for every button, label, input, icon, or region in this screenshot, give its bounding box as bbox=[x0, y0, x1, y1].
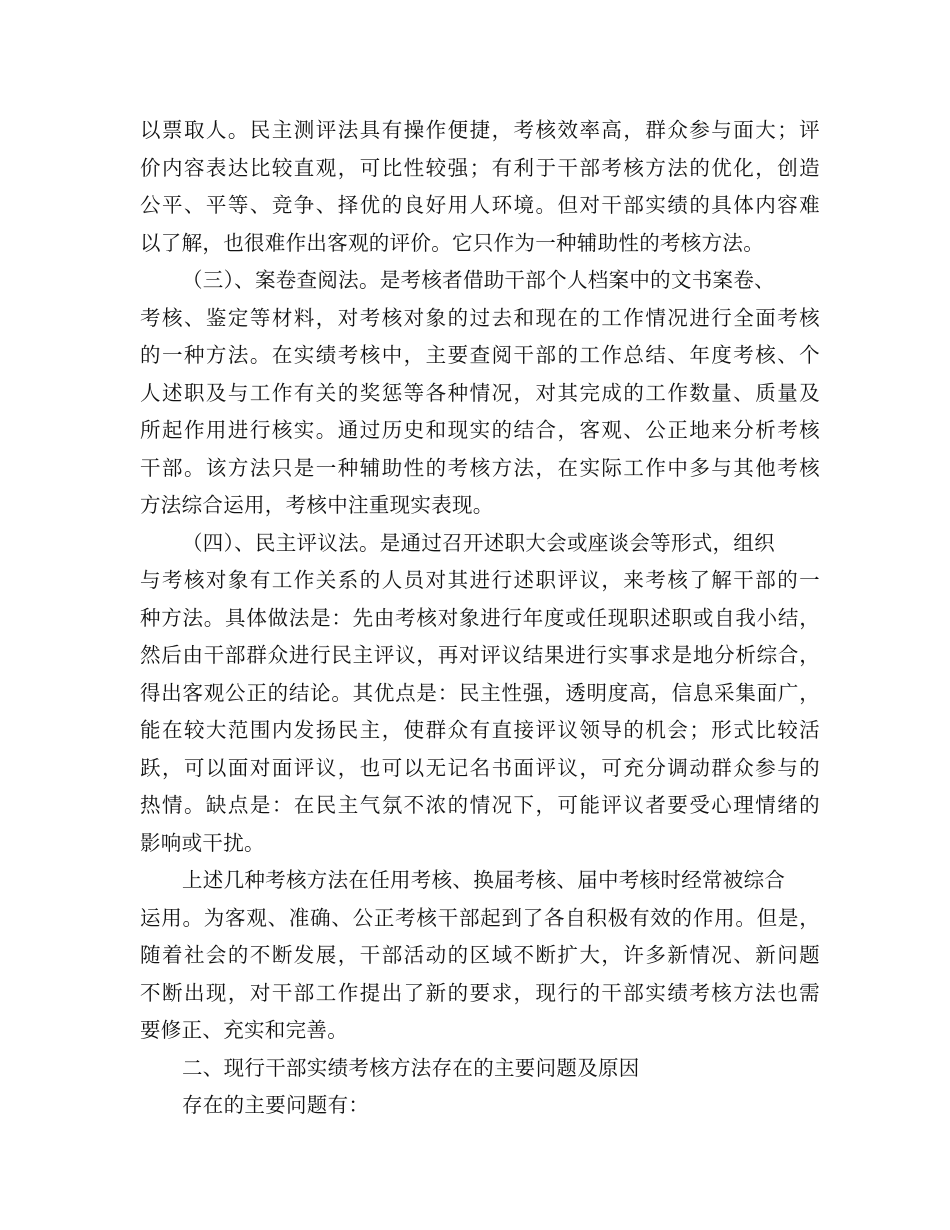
text-line: 以票取人。民主测评法具有操作便捷，考核效率高，群众参与面大；评 bbox=[140, 118, 820, 142]
paragraph-summary bbox=[140, 862, 820, 1050]
paragraph-file-review-method bbox=[140, 262, 820, 525]
text-line: 价内容表达比较直观，可比性较强；有利于干部考核方法的优化，创造 bbox=[140, 155, 820, 180]
text-line: 考核、鉴定等材料，对考核对象的过去和现在的工作情况进行全面考核 bbox=[140, 305, 820, 330]
text-line: 的一种方法。在实绩考核中，主要查阅干部的工作总结、年度考核、个 bbox=[140, 343, 820, 367]
text-line: 影响或干扰。 bbox=[140, 830, 265, 855]
text-line: 然后由干部群众进行民主评议，再对评议结果进行实事求是地分析综合， bbox=[140, 643, 820, 667]
text-line: 运用。为客观、准确、公正考核干部起到了各自积极有效的作用。但是， bbox=[140, 905, 820, 930]
text-line: 存在的主要问题有： bbox=[182, 1093, 370, 1117]
paragraph-democratic-evaluation-tail bbox=[140, 112, 820, 262]
paragraph-problems-intro bbox=[140, 1087, 820, 1125]
text-line: 以了解，也很难作出客观的评价。它只作为一种辅助性的考核方法。 bbox=[140, 230, 764, 255]
text-line: 公平、平等、竞争、择优的良好用人环境。但对干部实绩的具体内容难 bbox=[140, 193, 820, 217]
section-heading-text: 二、现行干部实绩考核方法存在的主要问题及原因 bbox=[182, 1055, 640, 1080]
text-line: （三）、案卷查阅法。是考核者借助干部个人档案中的文书案卷、 bbox=[182, 268, 775, 292]
text-line: 方法综合运用，考核中注重现实表现。 bbox=[140, 493, 494, 517]
text-line: 要修正、充实和完善。 bbox=[140, 1018, 348, 1042]
text-line: 干部。该方法只是一种辅助性的考核方法，在实际工作中多与其他考核 bbox=[140, 455, 820, 480]
text-line: 能在较大范围内发扬民主，使群众有直接评议领导的机会；形式比较活 bbox=[140, 718, 820, 742]
section-heading bbox=[140, 1050, 820, 1088]
document-body bbox=[140, 112, 820, 1125]
text-line: 随着社会的不断发展，干部活动的区域不断扩大，许多新情况、新问题 bbox=[140, 943, 820, 967]
text-line: 与考核对象有工作关系的人员对其进行述职评议，来考核了解干部的一 bbox=[140, 568, 820, 592]
text-line: （四）、民主评议法。是通过召开述职大会或座谈会等形式，组织 bbox=[182, 530, 775, 555]
text-line: 跃，可以面对面评议，也可以无记名书面评议，可充分调动群众参与的 bbox=[140, 755, 820, 780]
text-line: 不断出现，对干部工作提出了新的要求，现行的干部实绩考核方法也需 bbox=[140, 980, 820, 1005]
text-line: 得出客观公正的结论。其优点是：民主性强，透明度高，信息采集面广， bbox=[140, 680, 820, 705]
text-line: 所起作用进行核实。通过历史和现实的结合，客观、公正地来分析考核 bbox=[140, 418, 820, 442]
text-line: 种方法。具体做法是：先由考核对象进行年度或任现职述职或自我小结， bbox=[140, 605, 820, 630]
text-line: 上述几种考核方法在任用考核、换届考核、届中考核时经常被综合 bbox=[182, 868, 786, 892]
text-line: 人述职及与工作有关的奖惩等各种情况，对其完成的工作数量、质量及 bbox=[140, 380, 820, 405]
paragraph-democratic-review-method bbox=[140, 525, 820, 863]
text-line: 热情。缺点是：在民主气氛不浓的情况下，可能评议者要受心理情绪的 bbox=[140, 793, 820, 817]
